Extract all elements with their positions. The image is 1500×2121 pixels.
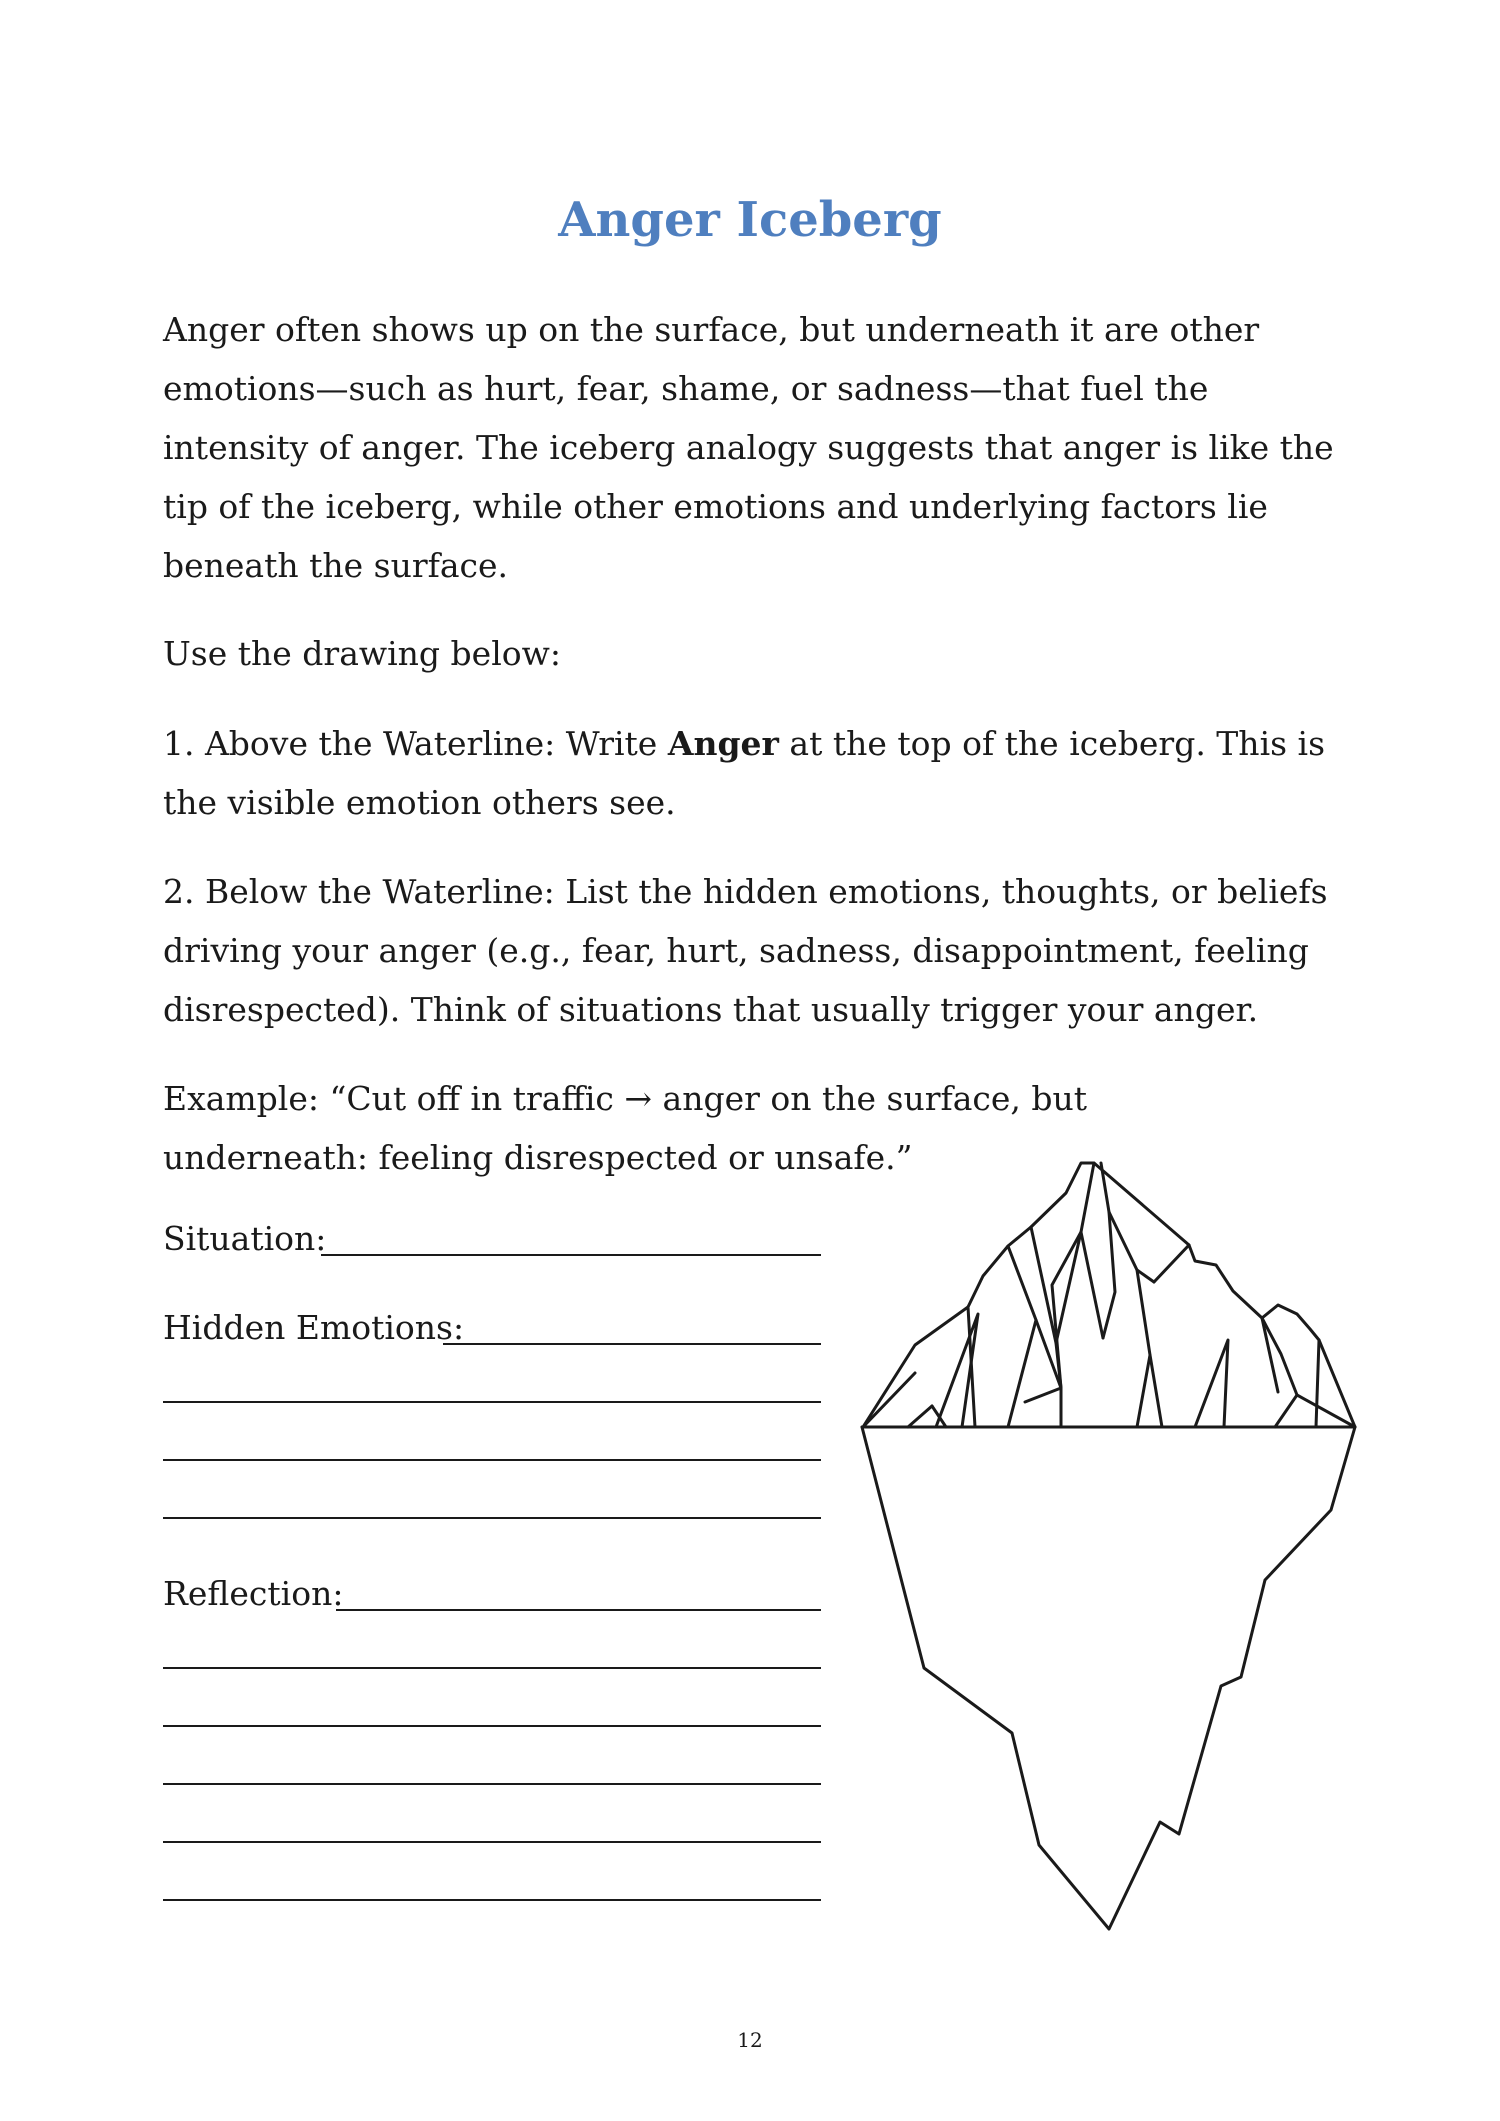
situation-label: Situation:: [163, 1219, 327, 1258]
step-1-bold-word: Anger: [667, 724, 779, 763]
hidden-emotions-line[interactable]: [163, 1459, 821, 1461]
intro-paragraph: Anger often shows up on the surface, but underneath it are other emotions—such as hurt, fear, shame, or sadness—that fuel the intensity of anger. The iceberg analogy suggests that anger is like the tip of the iceberg, while other emotions and underlying factors lie beneath the surface.: [163, 310, 1334, 585]
reflection-line[interactable]: [163, 1899, 821, 1901]
step-1-text: [163, 714, 1338, 832]
reflection-line[interactable]: [163, 1725, 821, 1727]
instruction-text: Use the drawing below:: [163, 634, 561, 673]
reflection-label: Reflection:: [163, 1574, 344, 1613]
reflection-line[interactable]: [163, 1783, 821, 1785]
page-title: Anger Iceberg: [558, 192, 942, 248]
iceberg-tip-outline: [863, 1163, 1355, 1427]
iceberg-underwater-outline: [862, 1427, 1355, 1929]
example-text: Example: “Cut off in traffic → anger on the surface, but underneath: feeling disrespected or unsafe.”: [163, 1079, 1087, 1177]
hidden-emotions-line[interactable]: [163, 1401, 821, 1403]
hidden-emotions-label: Hidden Emotions:: [163, 1308, 465, 1347]
reflection-line[interactable]: [163, 1667, 821, 1669]
step-2-text: 2. Below the Waterline: List the hidden emotions, thoughts, or beliefs driving your anger (e.g., fear, hurt, sadness, disappointment, feeling disrespected). Think of situations that usually trigger your anger.: [163, 872, 1328, 1029]
reflection-line[interactable]: [336, 1609, 821, 1611]
page-number: 12: [737, 2028, 763, 2052]
step-1-prefix: 1. Above the Waterline: Write: [163, 724, 668, 763]
reflection-line[interactable]: [163, 1841, 821, 1843]
step-1-suffix: at the top of the iceberg. This is the visible emotion others see.: [163, 724, 1326, 822]
situation-line[interactable]: [321, 1254, 821, 1256]
hidden-emotions-line[interactable]: [163, 1517, 821, 1519]
iceberg-drawing: [858, 1160, 1368, 1940]
hidden-emotions-line[interactable]: [443, 1343, 821, 1345]
iceberg-facets: [863, 1163, 1355, 1427]
